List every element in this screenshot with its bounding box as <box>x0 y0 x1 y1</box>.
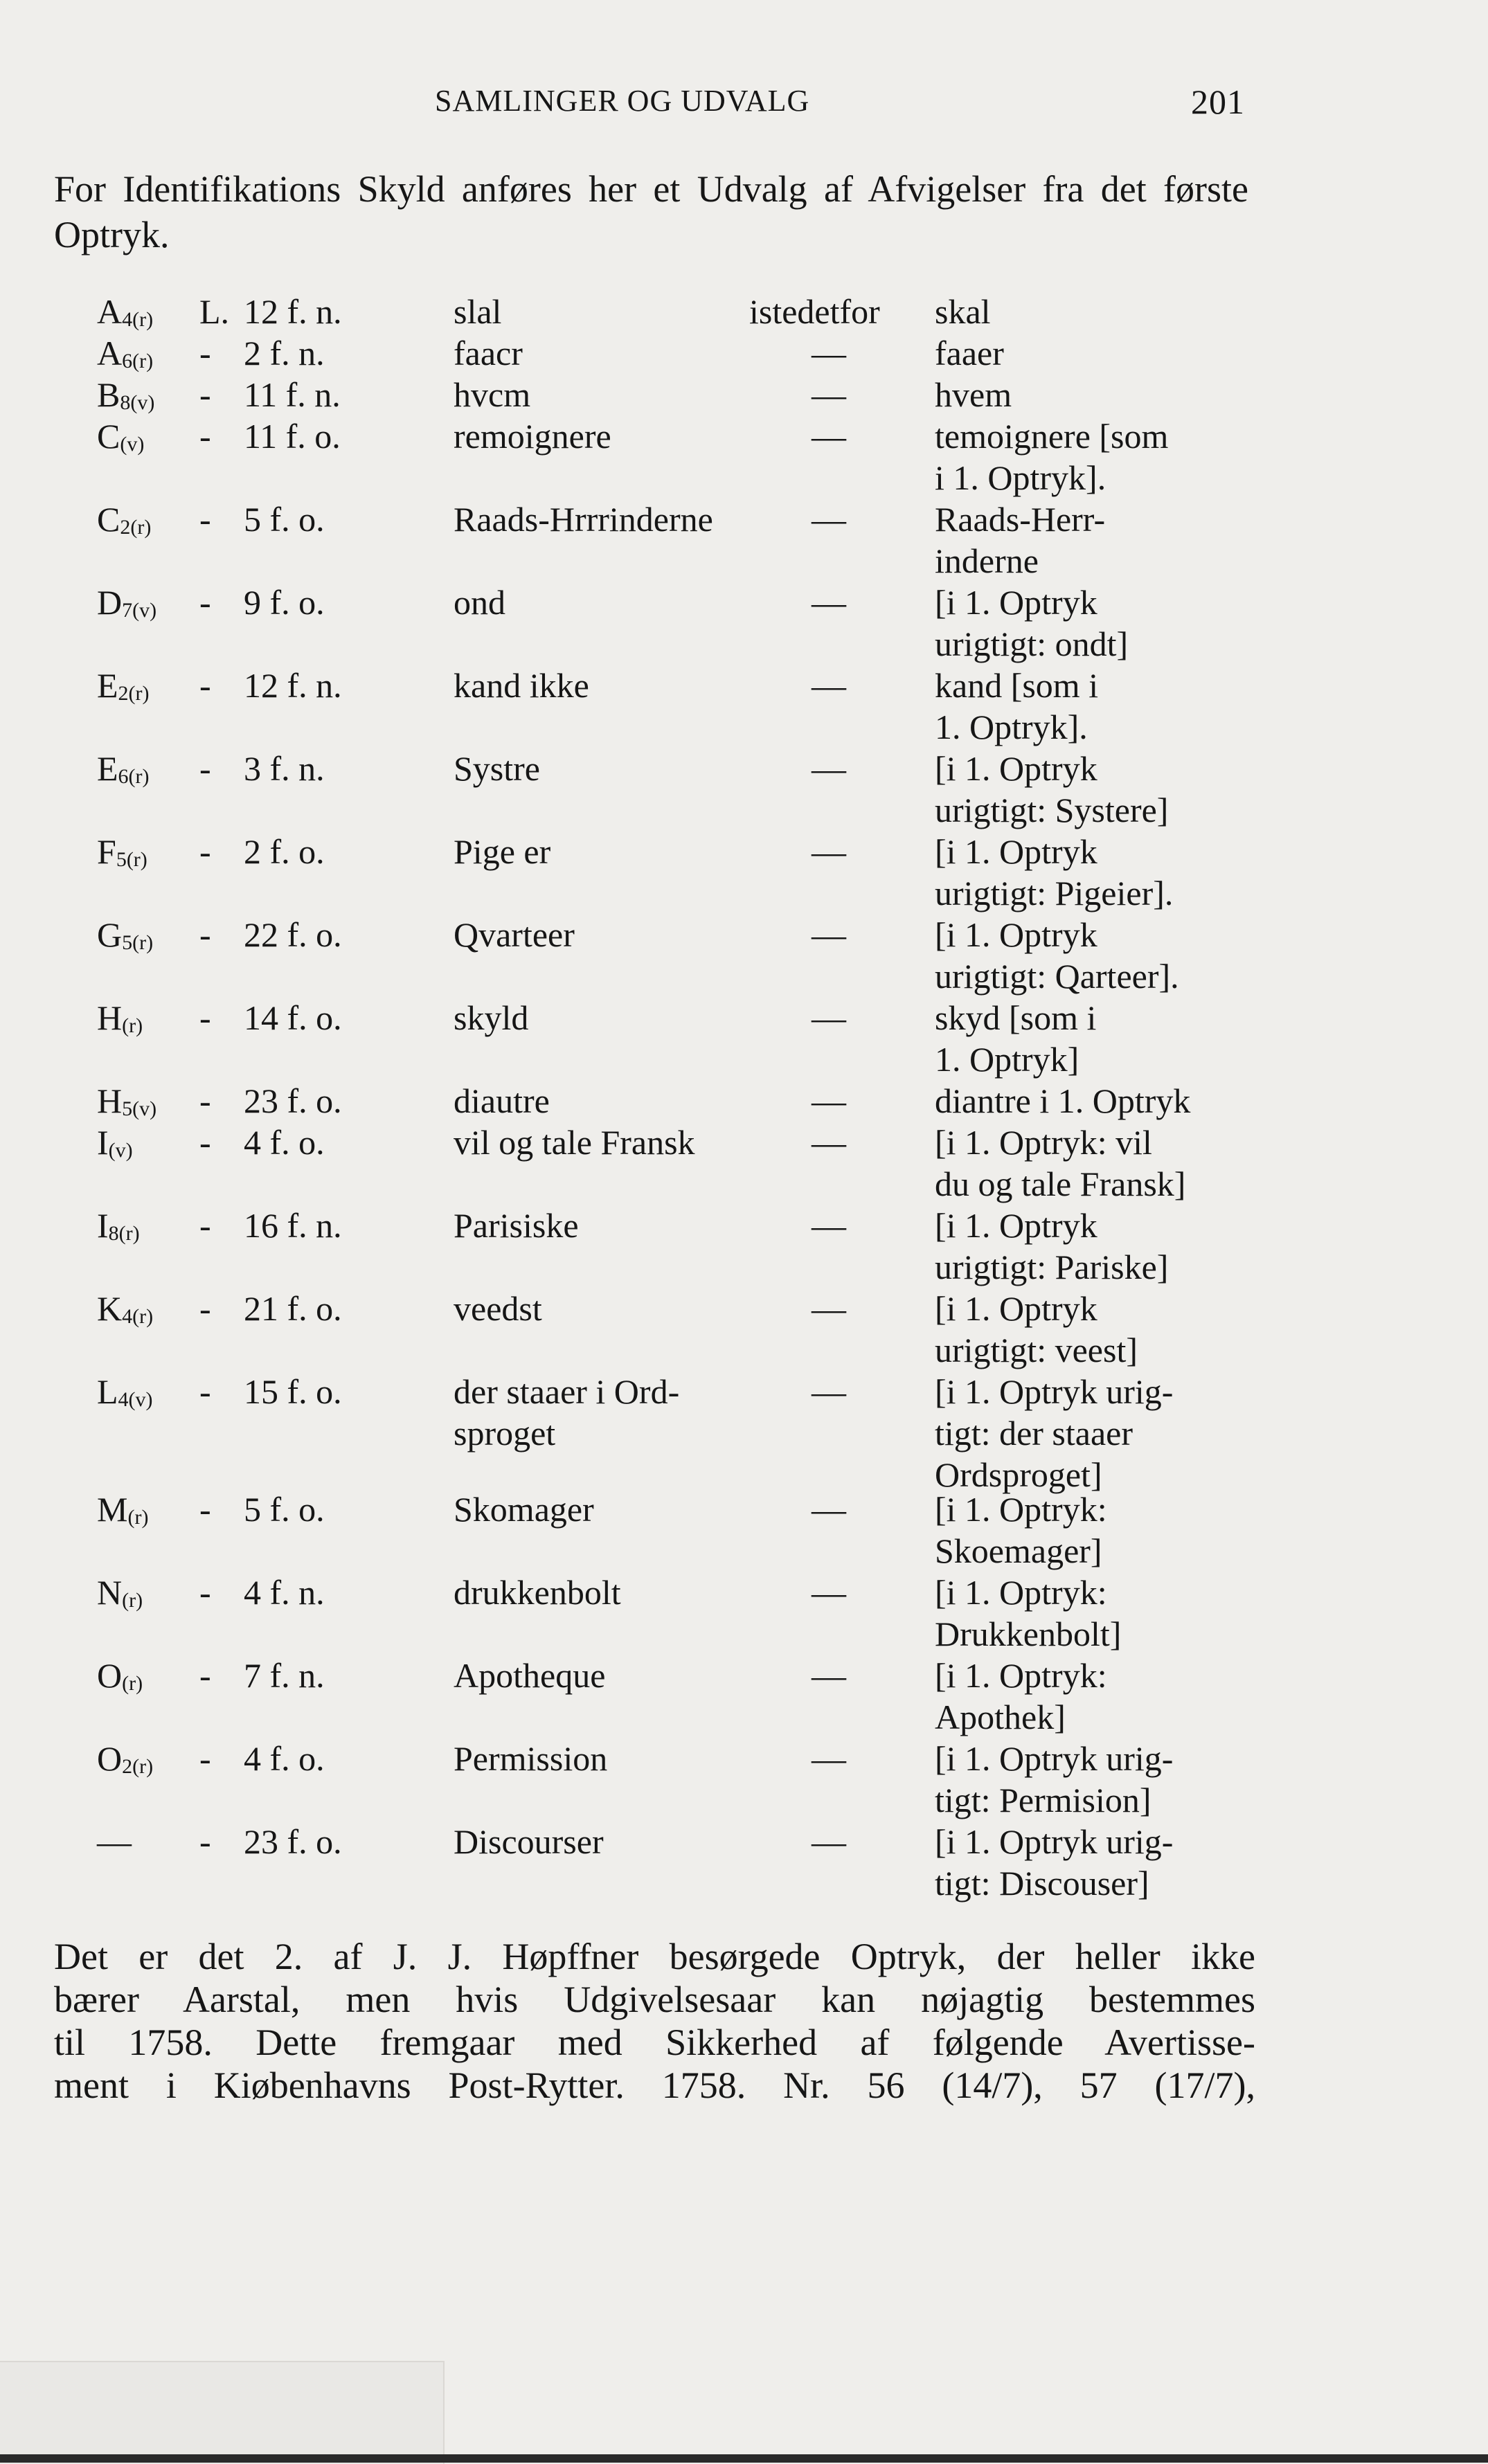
signature-letter: O <box>97 1739 123 1778</box>
correct-reading-line: i 1. Optryk]. <box>935 458 1106 497</box>
ditto-mark: - <box>199 666 211 705</box>
line-reference: 2 f. o. <box>244 832 325 871</box>
signature-subscript: 6(r) <box>118 765 150 788</box>
correct-reading <box>935 1371 1253 1495</box>
ditto-mark: - <box>199 1739 211 1778</box>
printed-reading <box>454 291 501 332</box>
signature-letter: E <box>97 749 118 788</box>
printed-reading <box>454 1738 607 1779</box>
correct-reading <box>935 1572 1253 1655</box>
correct-reading-line: Drukkenbolt] <box>935 1615 1122 1653</box>
signature-subscript: (r) <box>122 1014 143 1037</box>
signature-subscript: 6(r) <box>122 350 154 372</box>
signature <box>97 1572 143 1621</box>
correct-reading <box>935 374 1253 415</box>
line-reference: 14 f. o. <box>244 998 342 1037</box>
closing-line: ment i Kiøbenhavns Post-Rytter. 1758. Nr. 56 (14/7), 57 (17/7), <box>54 2065 1255 2106</box>
ditto-mark: - <box>199 915 211 954</box>
signature-letter: C <box>97 500 120 539</box>
ditto-dash: — <box>812 1372 846 1411</box>
line-reference: 11 f. n. <box>244 375 341 414</box>
running-header <box>435 83 1245 125</box>
line-reference: 3 f. n. <box>244 749 325 788</box>
signature <box>97 831 147 881</box>
printed-reading-line: sproget <box>454 1414 556 1453</box>
ditto-mark: - <box>199 1656 211 1695</box>
signature-subscript: 5(v) <box>122 1097 157 1120</box>
correct-reading <box>935 415 1253 498</box>
ditto-mark: - <box>199 1206 211 1245</box>
signature-subscript: 5(r) <box>122 931 154 954</box>
printed-reading-line: drukkenbolt <box>454 1573 621 1612</box>
ditto-mark: - <box>199 375 211 414</box>
correct-reading <box>935 291 1253 332</box>
printed-reading <box>454 997 528 1038</box>
ditto-dash: — <box>812 375 846 414</box>
ditto-dash: — <box>812 1123 846 1162</box>
ditto-dash: — <box>812 1739 846 1778</box>
line-reference: 4 f. n. <box>244 1573 325 1612</box>
ditto-mark: - <box>199 500 211 539</box>
signature-subscript: (r) <box>122 1589 143 1612</box>
intro-paragraph: For Identifikations Skyld anføres her et Udvalg af Afvigelser fra det første Optryk. <box>54 168 1248 255</box>
signature-subscript: (r) <box>122 1672 143 1695</box>
correct-reading <box>935 498 1253 582</box>
correct-reading <box>935 831 1253 914</box>
correct-reading-line: faaer <box>935 334 1004 372</box>
signature-letter: F <box>97 832 116 871</box>
ditto-mark: - <box>199 832 211 871</box>
correct-reading-line: temoignere [som <box>935 417 1169 456</box>
ditto-dash: — <box>812 998 846 1037</box>
printed-reading <box>454 748 540 789</box>
signature-subscript: 8(r) <box>108 1222 140 1245</box>
correct-reading-line: [i 1. Optryk: <box>935 1573 1107 1612</box>
correct-reading <box>935 1489 1253 1572</box>
printed-reading-line: Discourser <box>454 1822 604 1861</box>
signature-letter: I <box>97 1123 109 1162</box>
correct-reading <box>935 1655 1253 1738</box>
signature-letter: A <box>97 292 123 331</box>
ditto-mark: - <box>199 583 211 622</box>
ditto-dash: — <box>812 832 846 871</box>
page-edge <box>0 2454 1488 2463</box>
signature-letter: N <box>97 1573 123 1612</box>
printed-reading-line: Raads-Hrrrinderne <box>454 500 713 539</box>
printed-reading-line: Parisiske <box>454 1206 579 1245</box>
correct-reading-line: 1. Optryk]. <box>935 708 1088 746</box>
correct-reading-line: [i 1. Optryk <box>935 749 1097 788</box>
correct-reading <box>935 332 1253 374</box>
signature-letter: G <box>97 915 123 954</box>
correct-reading-line: urigtigt: Systere] <box>935 791 1169 829</box>
ditto-mark: - <box>199 1123 211 1162</box>
correct-reading-line: [i 1. Optryk: <box>935 1490 1107 1529</box>
correct-reading-line: urigtigt: Qarteer]. <box>935 957 1179 996</box>
printed-reading-line: skyld <box>454 998 529 1037</box>
correct-reading-line: Ordsproget] <box>935 1455 1102 1494</box>
signature <box>97 1371 153 1421</box>
line-reference: 5 f. o. <box>244 500 325 539</box>
signature <box>97 498 151 548</box>
ditto-dash: — <box>812 334 846 372</box>
correct-reading-line: [i 1. Optryk <box>935 1206 1097 1245</box>
signature <box>97 914 153 964</box>
ditto-dash: — <box>812 1822 846 1861</box>
correct-reading <box>935 748 1253 831</box>
correct-reading-line: Apothek] <box>935 1698 1066 1736</box>
signature <box>97 748 150 798</box>
signature-subscript: 8(v) <box>120 391 155 414</box>
printed-reading <box>454 1572 621 1613</box>
printed-reading-line: hvcm <box>454 375 531 414</box>
signature-subscript: 2(r) <box>122 1755 154 1778</box>
printed-reading <box>454 374 530 415</box>
ditto-dash: — <box>812 1490 846 1529</box>
signature-subscript: 5(r) <box>116 848 147 871</box>
line-reference: 7 f. n. <box>244 1656 325 1695</box>
correct-reading-line: [i 1. Optryk <box>935 915 1097 954</box>
correct-reading-line: 1. Optryk] <box>935 1040 1079 1079</box>
ditto-dash: — <box>812 1656 846 1695</box>
ditto-mark: - <box>199 334 211 372</box>
signature <box>97 1821 132 1871</box>
signature-letter: O <box>97 1656 123 1695</box>
page-number: 201 <box>1191 82 1245 121</box>
correct-reading-line: tigt: Permision] <box>935 1781 1151 1819</box>
correct-reading <box>935 1821 1253 1904</box>
printed-reading-line: kand ikke <box>454 666 589 705</box>
ditto-dash: — <box>812 583 846 622</box>
correct-reading-line: urigtigt: veest] <box>935 1331 1138 1369</box>
ditto-mark: L. <box>199 292 230 331</box>
correct-reading <box>935 1122 1253 1205</box>
line-reference: 4 f. o. <box>244 1123 325 1162</box>
signature-subscript: (v) <box>108 1139 133 1162</box>
signature-subscript: 4(v) <box>118 1388 153 1411</box>
ditto-mark: - <box>199 749 211 788</box>
printed-reading-line: diautre <box>454 1081 550 1120</box>
closing-line: Det er det 2. af J. J. Høpffner besørgede Optryk, der heller ikke <box>54 1936 1255 1977</box>
ditto-dash: — <box>812 417 846 456</box>
closing-line: bærer Aarstal, men hvis Udgivelsesaar kan nøjagtig bestemmes <box>54 1979 1255 2020</box>
ditto-dash: — <box>812 915 846 954</box>
ditto-dash: — <box>812 1573 846 1612</box>
ditto-dash: — <box>812 749 846 788</box>
correct-reading-line: urigtigt: Pariske] <box>935 1248 1169 1286</box>
printed-reading-line: Qvarteer <box>454 915 575 954</box>
signature <box>97 1122 133 1171</box>
correct-reading-line: skyd [som i <box>935 998 1097 1037</box>
correct-reading-line: Raads-Herr- <box>935 500 1106 539</box>
correct-reading-line: inderne <box>935 541 1039 580</box>
signature-subscript: 4(r) <box>122 1305 154 1328</box>
printed-reading-line: Apotheque <box>454 1656 606 1695</box>
line-reference: 22 f. o. <box>244 915 342 954</box>
line-reference: 23 f. o. <box>244 1822 342 1861</box>
correct-reading <box>935 665 1253 748</box>
printed-reading-line: vil og tale Fransk <box>454 1123 695 1162</box>
correct-reading <box>935 1738 1253 1821</box>
signature-subscript: (v) <box>120 433 145 456</box>
line-reference: 2 f. n. <box>244 334 325 372</box>
ditto-mark: - <box>199 1573 211 1612</box>
ditto-mark: - <box>199 998 211 1037</box>
correct-reading-line: tigt: Discouser] <box>935 1864 1149 1903</box>
correct-reading-line: skal <box>935 292 991 331</box>
ditto-mark: - <box>199 1289 211 1328</box>
instead-of-label: istedetfor <box>749 292 880 331</box>
signature <box>97 1288 153 1338</box>
signature <box>97 415 144 465</box>
printed-reading <box>454 332 523 374</box>
ditto-dash: — <box>812 1289 846 1328</box>
correct-reading <box>935 914 1253 997</box>
signature-subscript: 2(r) <box>118 682 150 705</box>
signature-letter: M <box>97 1490 128 1529</box>
printed-reading-line: Systre <box>454 749 540 788</box>
printed-reading <box>454 831 550 872</box>
signature <box>97 1655 143 1705</box>
signature-subscript: 2(r) <box>120 516 152 539</box>
correct-reading-line: Skoemager] <box>935 1531 1102 1570</box>
printed-reading <box>454 1489 594 1530</box>
printed-reading <box>454 415 611 457</box>
signature-letter: L <box>97 1372 118 1411</box>
running-title: SAMLINGER OG UDVALG <box>435 84 810 118</box>
correct-reading-line: [i 1. Optryk urig- <box>935 1739 1174 1778</box>
printed-reading-line: Permission <box>454 1739 608 1778</box>
line-reference: 12 f. n. <box>244 666 342 705</box>
correct-reading-line: diantre i 1. Optryk <box>935 1081 1191 1120</box>
line-reference: 12 f. n. <box>244 292 342 331</box>
signature-subscript: (r) <box>127 1506 149 1529</box>
correct-reading-line: [i 1. Optryk <box>935 832 1097 871</box>
line-reference: 9 f. o. <box>244 583 325 622</box>
line-reference: 4 f. o. <box>244 1739 325 1778</box>
printed-reading-line: ond <box>454 583 505 622</box>
signature-subscript: 7(v) <box>122 599 157 622</box>
correct-reading <box>935 1205 1253 1288</box>
ditto-mark: - <box>199 1372 211 1411</box>
line-reference: 15 f. o. <box>244 1372 342 1411</box>
printed-reading <box>454 1821 604 1862</box>
correct-reading <box>935 1080 1253 1122</box>
signature-letter: H <box>97 998 123 1037</box>
correct-reading-line: du og tale Fransk] <box>935 1164 1186 1203</box>
printed-reading <box>454 498 713 540</box>
signature <box>97 665 150 714</box>
correct-reading-line: [i 1. Optryk urig- <box>935 1822 1174 1861</box>
correct-reading-line: [i 1. Optryk <box>935 1289 1097 1328</box>
printed-reading-line: Skomager <box>454 1490 594 1529</box>
signature-letter: E <box>97 666 118 705</box>
printed-reading-line: der staaer i Ord- <box>454 1372 680 1411</box>
correct-reading-line: urigtigt: Pigeier]. <box>935 874 1174 912</box>
ditto-dash: — <box>812 1081 846 1120</box>
signature <box>97 582 156 631</box>
signature <box>97 1205 140 1255</box>
signature-letter: C <box>97 417 120 456</box>
ditto-dash: — <box>812 500 846 539</box>
line-reference: 16 f. n. <box>244 1206 342 1245</box>
paper-stain <box>0 2361 445 2464</box>
correct-reading <box>935 582 1253 665</box>
signature-letter: H <box>97 1081 123 1120</box>
line-reference: 21 f. o. <box>244 1289 342 1328</box>
line-reference: 23 f. o. <box>244 1081 342 1120</box>
printed-reading-line: Pige er <box>454 832 551 871</box>
closing-line: til 1758. Dette fremgaar med Sikkerhed af følgende Avertisse- <box>54 2022 1255 2063</box>
signature-subscript: 4(r) <box>122 308 154 331</box>
ditto-mark: - <box>199 1822 211 1861</box>
correct-reading-line: [i 1. Optryk urig- <box>935 1372 1174 1411</box>
printed-reading <box>454 582 505 623</box>
line-reference: 11 f. o. <box>244 417 341 456</box>
ditto-mark: - <box>199 417 211 456</box>
printed-reading <box>454 665 589 706</box>
printed-reading-line: faacr <box>454 334 523 372</box>
correct-reading <box>935 1288 1253 1371</box>
correct-reading-line: kand [som i <box>935 666 1099 705</box>
signature-letter: B <box>97 375 120 414</box>
printed-reading-line: slal <box>454 292 502 331</box>
signature-letter: I <box>97 1206 109 1245</box>
printed-reading-line: veedst <box>454 1289 542 1328</box>
signature-letter: K <box>97 1289 123 1328</box>
correct-reading <box>935 997 1253 1080</box>
printed-reading <box>454 1655 605 1696</box>
ditto-dash: — <box>812 666 846 705</box>
signature-letter: — <box>97 1822 132 1861</box>
correct-reading-line: hvem <box>935 375 1012 414</box>
signature <box>97 1489 148 1538</box>
printed-reading-line: remoignere <box>454 417 611 456</box>
signature-letter: A <box>97 334 123 372</box>
correct-reading-line: [i 1. Optryk: vil <box>935 1123 1152 1162</box>
printed-reading <box>454 1205 579 1246</box>
correct-reading-line: urigtigt: ondt] <box>935 624 1129 663</box>
correct-reading-line: tigt: der staaer <box>935 1414 1133 1453</box>
signature <box>97 1738 153 1788</box>
printed-reading <box>454 1288 542 1329</box>
signature-letter: D <box>97 583 123 622</box>
correct-reading-line: [i 1. Optryk <box>935 583 1097 622</box>
printed-reading <box>454 1122 695 1163</box>
ditto-mark: - <box>199 1081 211 1120</box>
line-reference: 5 f. o. <box>244 1490 325 1529</box>
closing-paragraph <box>54 1935 1255 2107</box>
printed-reading <box>454 1080 550 1122</box>
signature <box>97 997 143 1047</box>
printed-reading <box>454 914 575 955</box>
ditto-dash: — <box>812 1206 846 1245</box>
printed-reading <box>454 1371 679 1454</box>
correct-reading-line: [i 1. Optryk: <box>935 1656 1107 1695</box>
ditto-mark: - <box>199 1490 211 1529</box>
